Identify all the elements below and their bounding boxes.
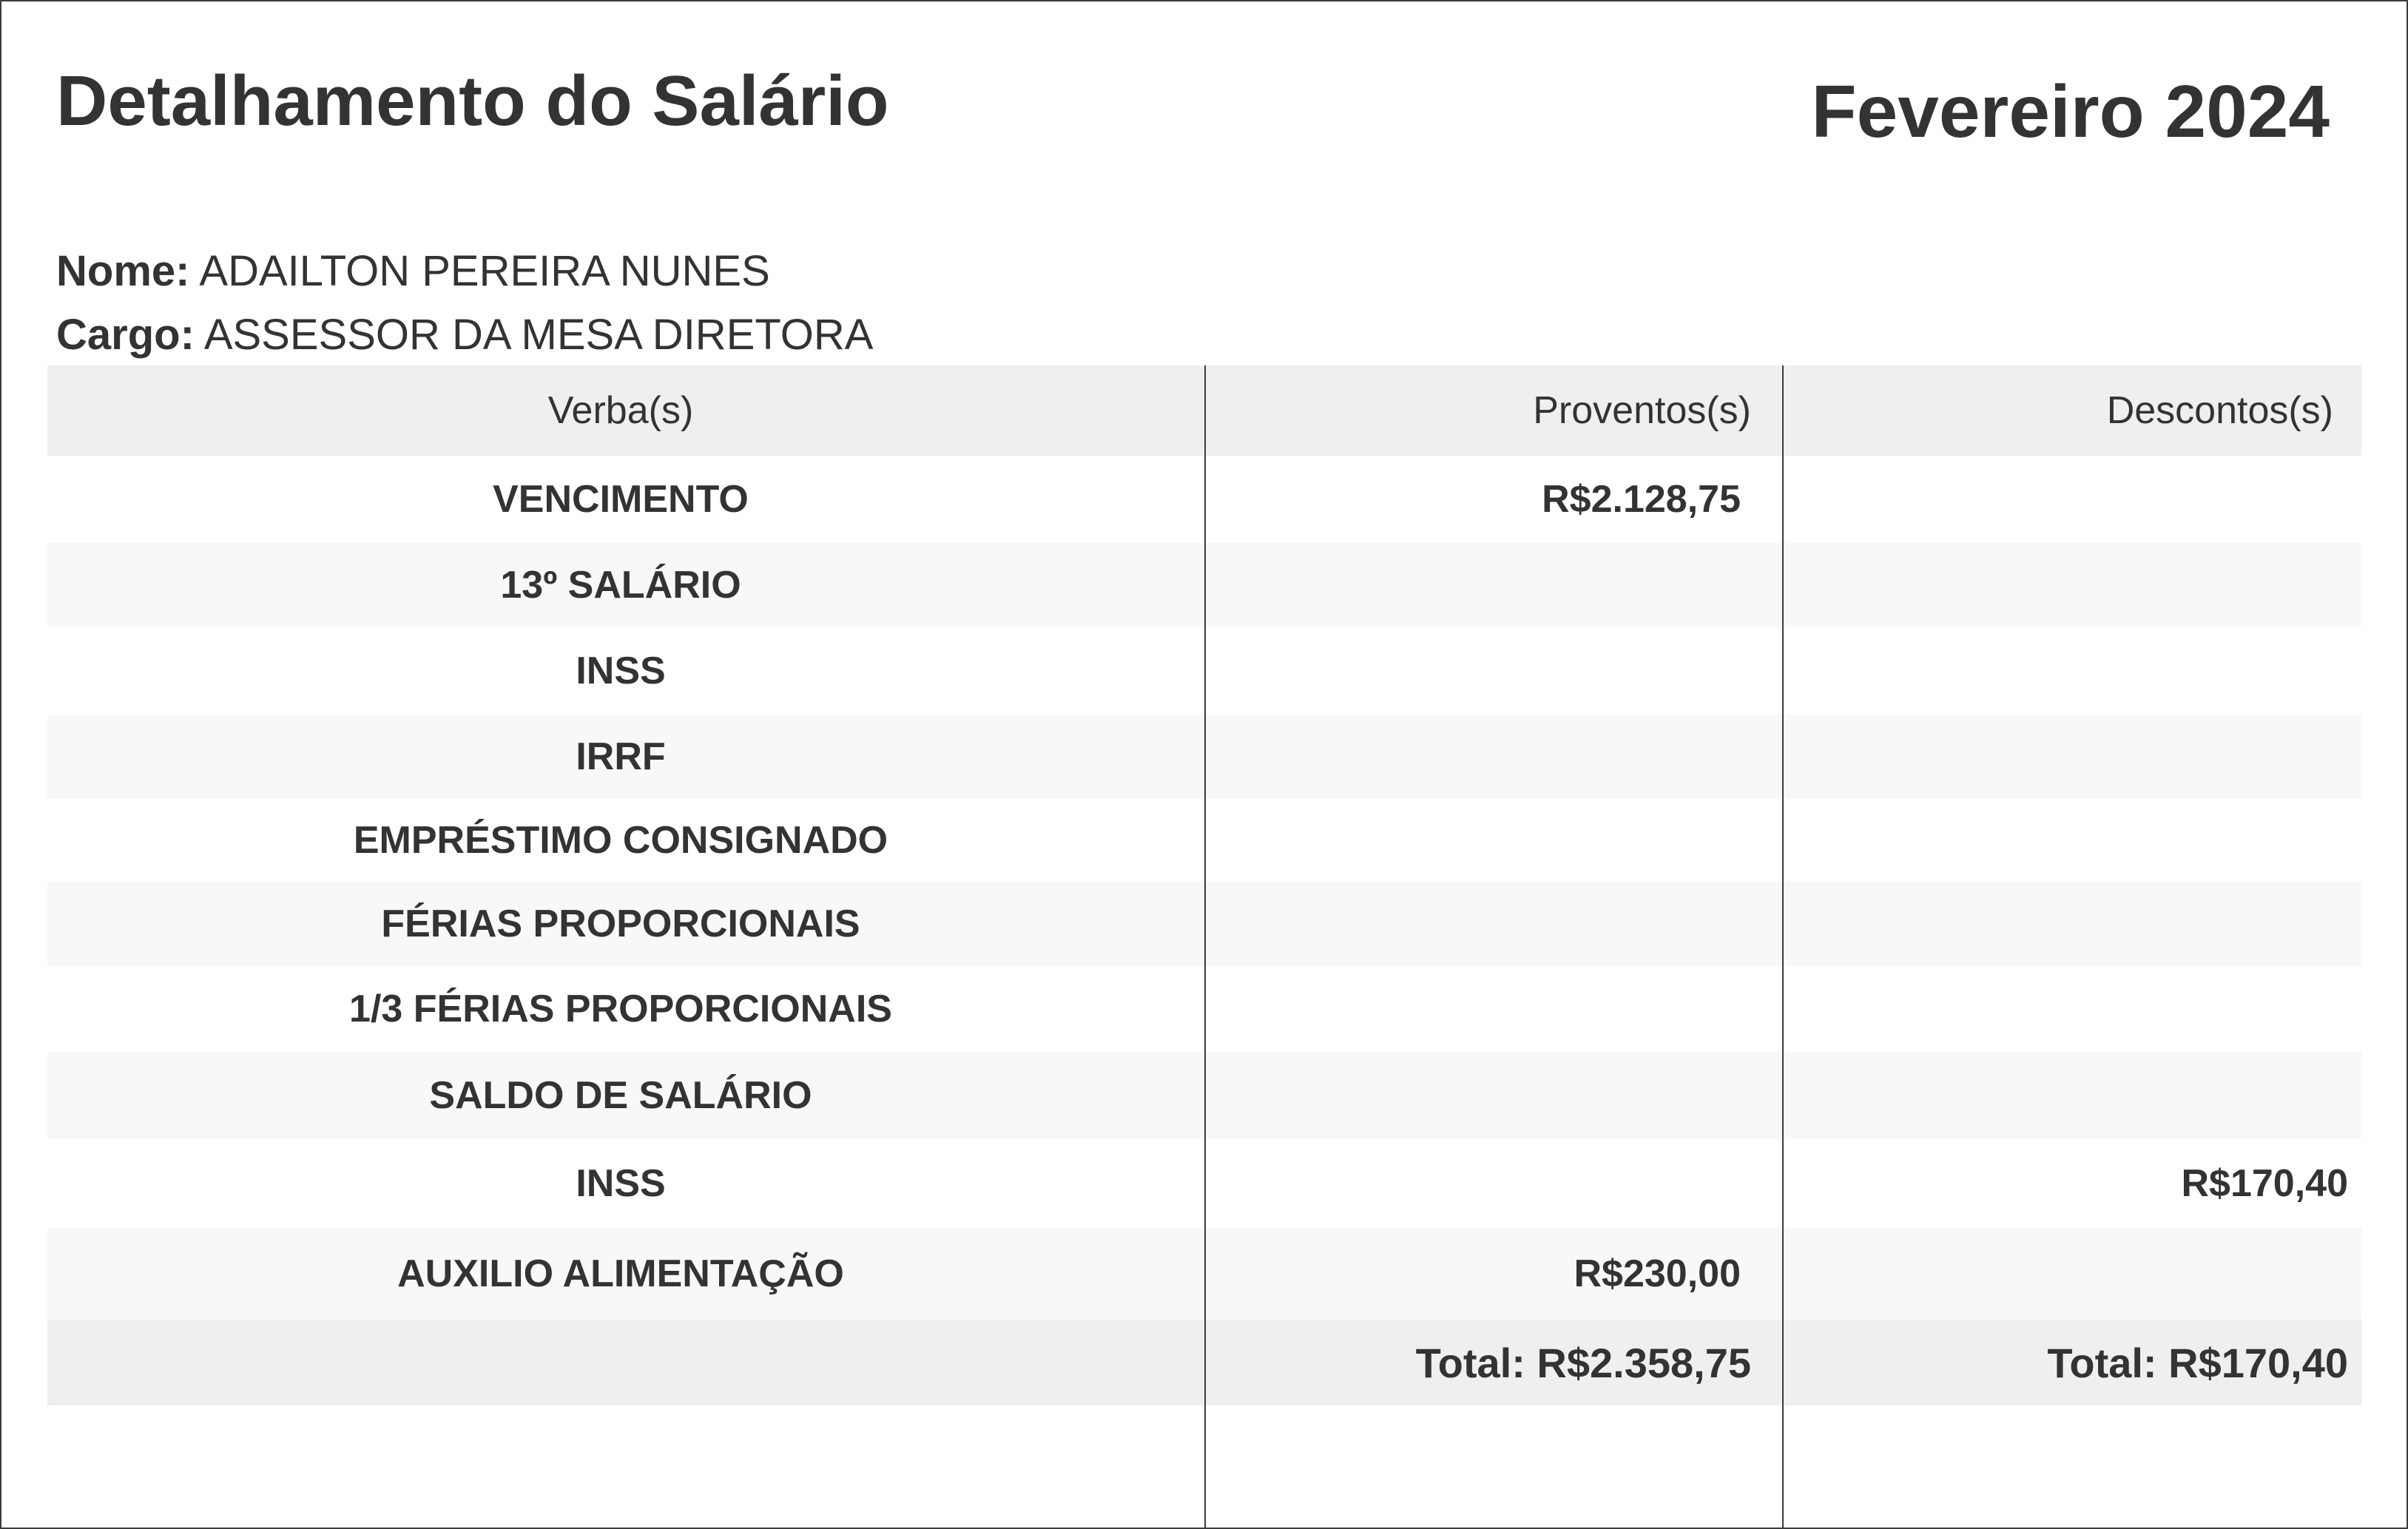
employee-name-label: Nome: bbox=[56, 247, 190, 295]
total-proventos: Total: R$2.358,75 bbox=[1415, 1339, 1751, 1386]
employee-role-label: Cargo: bbox=[56, 311, 195, 359]
employee-role-line bbox=[56, 311, 874, 359]
total-descontos: Total: R$170,40 bbox=[2047, 1339, 2348, 1386]
page-title: Detalhamento do Salário bbox=[56, 61, 889, 141]
verba-cell: INSS bbox=[576, 649, 666, 692]
verba-cell: FÉRIAS PROPORCIONAIS bbox=[381, 902, 860, 945]
period-label: Fevereiro 2024 bbox=[1811, 70, 2330, 153]
verba-cell: IRRF bbox=[576, 735, 666, 778]
column-divider bbox=[1204, 365, 1206, 1528]
employee-name-line bbox=[56, 247, 770, 295]
verba-cell: VENCIMENTO bbox=[493, 478, 749, 521]
proventos-cell: R$2.128,75 bbox=[1542, 478, 1741, 521]
verba-cell: AUXILIO ALIMENTAÇÃO bbox=[397, 1252, 844, 1295]
verba-cell: SALDO DE SALÁRIO bbox=[429, 1074, 812, 1117]
employee-role-value: ASSESSOR DA MESA DIRETORA bbox=[203, 311, 874, 359]
column-header-verba: Verba(s) bbox=[547, 389, 694, 432]
verba-cell: 13º SALÁRIO bbox=[500, 564, 741, 607]
employee-name-value: ADAILTON PEREIRA NUNES bbox=[199, 247, 770, 295]
verba-cell: INSS bbox=[576, 1162, 666, 1205]
salary-table bbox=[47, 365, 2361, 1528]
verba-cell: 1/3 FÉRIAS PROPORCIONAIS bbox=[349, 988, 892, 1030]
descontos-cell: R$170,40 bbox=[2181, 1162, 2348, 1205]
column-divider bbox=[1782, 365, 1784, 1528]
column-header-proventos: Proventos(s) bbox=[1533, 389, 1751, 432]
proventos-cell: R$230,00 bbox=[1574, 1252, 1741, 1295]
column-header-descontos: Descontos(s) bbox=[2106, 389, 2333, 432]
verba-cell: EMPRÉSTIMO CONSIGNADO bbox=[353, 819, 888, 862]
